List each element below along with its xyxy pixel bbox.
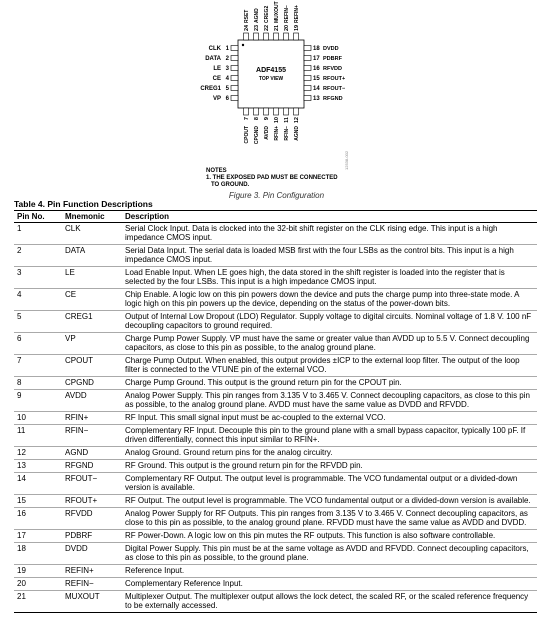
table-row bbox=[14, 289, 537, 311]
pin-pad bbox=[231, 76, 238, 81]
description-cell: Serial Clock Input. Data is clocked into the 32-bit shift register on the CLK rising edge. This input is a high impedance CMOS input. bbox=[122, 223, 537, 245]
pin-label: CPGND bbox=[254, 126, 260, 145]
pin-number-cell: 7 bbox=[14, 355, 62, 377]
pin-label: RFOUT− bbox=[323, 86, 346, 92]
mnemonic-cell: DVDD bbox=[62, 543, 122, 565]
pin-pad bbox=[244, 108, 249, 115]
header-mnemonic: Mnemonic bbox=[62, 211, 122, 223]
description-cell: Analog Ground. Ground return pins for the analog circuitry. bbox=[122, 447, 537, 460]
pin-number-cell: 9 bbox=[14, 390, 62, 412]
table-row bbox=[14, 390, 537, 412]
mnemonic-cell: LE bbox=[62, 267, 122, 289]
mnemonic-cell: PDBRF bbox=[62, 530, 122, 543]
pin-number: 15 bbox=[313, 76, 320, 82]
table-row bbox=[14, 311, 537, 333]
description-cell: Charge Pump Output. When enabled, this output provides ±ICP to the external loop filter. The output of the loop filter is connected to the VTUNE pin of the external VCO. bbox=[122, 355, 537, 377]
pin-label: RSET bbox=[244, 9, 250, 23]
pin-label: REFIN− bbox=[284, 5, 290, 23]
pin-function-table bbox=[14, 210, 537, 613]
pin-number-cell: 18 bbox=[14, 543, 62, 565]
pin-number-cell: 20 bbox=[14, 578, 62, 591]
table-row bbox=[14, 591, 537, 613]
pin-number-cell: 21 bbox=[14, 591, 62, 613]
pin-configuration-figure bbox=[0, 0, 553, 200]
description-cell: RF Output. The output level is programmable. The VCO fundamental output or a divided-down version is available. bbox=[122, 495, 537, 508]
pin-label: CREG1 bbox=[200, 86, 221, 92]
pin-label: REFIN+ bbox=[294, 5, 300, 23]
pin-number: 7 bbox=[244, 117, 250, 121]
pin-pad bbox=[294, 108, 299, 115]
pin-pad bbox=[284, 108, 289, 115]
pin-pad bbox=[231, 86, 238, 91]
pin-pad bbox=[264, 33, 269, 40]
pin-pad bbox=[264, 108, 269, 115]
pin-label: DATA bbox=[205, 56, 221, 62]
pin-label: CLK bbox=[208, 46, 221, 52]
pin-number-cell: 10 bbox=[14, 412, 62, 425]
description-cell: Analog Power Supply for RF Outputs. This pin ranges from 3.135 V to 3.465 V. Connect decoupling capacitors, as close to this pin as possible, to the analog ground plane. RFVDD must have the same value as AVDD and DVDD. bbox=[122, 508, 537, 530]
mnemonic-cell: CPGND bbox=[62, 377, 122, 390]
table-row bbox=[14, 245, 537, 267]
pin-number: 20 bbox=[284, 24, 290, 31]
mnemonic-cell: CREG1 bbox=[62, 311, 122, 333]
pin-number: 24 bbox=[244, 24, 250, 31]
description-cell: Charge Pump Power Supply. VP must have the same or greater value than AVDD up to 5.5 V. Connect decoupling capacitors, as close to this pin as possible, to the analog ground plane. bbox=[122, 333, 537, 355]
pin-number: 16 bbox=[313, 66, 320, 72]
header-description: Description bbox=[122, 211, 537, 223]
pin-number-cell: 16 bbox=[14, 508, 62, 530]
chip-name-label: ADF4155 bbox=[256, 67, 286, 74]
table-row bbox=[14, 530, 537, 543]
figure-caption: Figure 3. Pin Configuration bbox=[228, 191, 325, 200]
mnemonic-cell: RFGND bbox=[62, 460, 122, 473]
pin-number: 23 bbox=[254, 24, 260, 31]
pin-number-cell: 3 bbox=[14, 267, 62, 289]
mnemonic-cell: REFIN− bbox=[62, 578, 122, 591]
pin-pad bbox=[231, 56, 238, 61]
pin-pad bbox=[284, 33, 289, 40]
table-row bbox=[14, 543, 537, 565]
pin-label: CREG2 bbox=[264, 5, 270, 23]
pin-pad bbox=[231, 96, 238, 101]
pin-number: 12 bbox=[294, 117, 300, 124]
pin-number: 2 bbox=[225, 56, 229, 62]
description-cell: RF Power-Down. A logic low on this pin mutes the RF outputs. This function is also software controllable. bbox=[122, 530, 537, 543]
table-row bbox=[14, 578, 537, 591]
pin-number: 6 bbox=[225, 96, 229, 102]
mnemonic-cell: RFIN+ bbox=[62, 412, 122, 425]
pin-number-cell: 15 bbox=[14, 495, 62, 508]
figure-reference-number: 12538-002 bbox=[344, 150, 349, 170]
pin-number-cell: 6 bbox=[14, 333, 62, 355]
mnemonic-cell: RFIN− bbox=[62, 425, 122, 447]
pin-number: 3 bbox=[225, 66, 229, 72]
table-row bbox=[14, 460, 537, 473]
pin-number-cell: 11 bbox=[14, 425, 62, 447]
pin-label: DVDD bbox=[323, 46, 339, 52]
table-row bbox=[14, 495, 537, 508]
pin-pad bbox=[244, 33, 249, 40]
pin-pad bbox=[304, 86, 311, 91]
pin-number: 21 bbox=[274, 24, 280, 31]
description-cell: RF Ground. This output is the ground return pin for the RFVDD pin. bbox=[122, 460, 537, 473]
pin-label: AVDD bbox=[264, 126, 270, 140]
notes-title: NOTES bbox=[206, 168, 227, 174]
pin-pad bbox=[304, 66, 311, 71]
pin-label: MUXOUT bbox=[274, 1, 280, 23]
pin-pad bbox=[304, 46, 311, 51]
description-cell: Reference Input. bbox=[122, 565, 537, 578]
chip-view-label: TOP VIEW bbox=[258, 76, 284, 82]
table-title: Table 4. Pin Function Descriptions bbox=[14, 199, 153, 209]
pin-pad bbox=[304, 96, 311, 101]
pin-number-cell: 19 bbox=[14, 565, 62, 578]
description-cell: Digital Power Supply. This pin must be at the same voltage as AVDD and RFVDD. Connect decoupling capacitors, as close to this pin as possible, to the ground plane. bbox=[122, 543, 537, 565]
pin-number-cell: 17 bbox=[14, 530, 62, 543]
pin-number: 9 bbox=[264, 117, 270, 121]
pin-number: 13 bbox=[313, 96, 320, 102]
mnemonic-cell: CE bbox=[62, 289, 122, 311]
pin-pad bbox=[304, 56, 311, 61]
pin-number: 10 bbox=[274, 117, 280, 124]
table-row bbox=[14, 508, 537, 530]
table-row bbox=[14, 333, 537, 355]
description-cell: Chip Enable. A logic low on this pin powers down the device and puts the charge pump into three-state mode. A logic high on this pin powers up the device, depending on the status of the power-down bits. bbox=[122, 289, 537, 311]
pin-label: RFOUT+ bbox=[323, 76, 346, 82]
pin-number-cell: 8 bbox=[14, 377, 62, 390]
pin-number: 1 bbox=[225, 46, 229, 52]
figure-notes bbox=[206, 168, 338, 189]
pin-number-cell: 12 bbox=[14, 447, 62, 460]
table-row bbox=[14, 473, 537, 495]
description-cell: Complementary RF Input. Decouple this pin to the ground plane with a small bypass capacitor, typically 100 pF. If driven differentially, connect this input similar to RFIN+. bbox=[122, 425, 537, 447]
chip-body bbox=[238, 40, 304, 108]
mnemonic-cell: VP bbox=[62, 333, 122, 355]
table-row bbox=[14, 377, 537, 390]
mnemonic-cell: DATA bbox=[62, 245, 122, 267]
mnemonic-cell: RFVDD bbox=[62, 508, 122, 530]
notes-line-1: 1. THE EXPOSED PAD MUST BE CONNECTED bbox=[206, 175, 338, 181]
pin-label: AGND bbox=[294, 126, 300, 141]
pin-pad bbox=[294, 33, 299, 40]
notes-line-2: TO GROUND. bbox=[211, 182, 250, 188]
mnemonic-cell: RFOUT− bbox=[62, 473, 122, 495]
pin-pad bbox=[254, 33, 259, 40]
pin-pad bbox=[274, 33, 279, 40]
description-cell: Analog Power Supply. This pin ranges from 3.135 V to 3.465 V. Connect decoupling capacitors, as close to this pin as possible, to the analog ground plane. AVDD must have the same value as DVDD and RFVDD. bbox=[122, 390, 537, 412]
pin-label: RFIN− bbox=[284, 126, 290, 141]
pin-label: CPOUT bbox=[244, 126, 250, 144]
mnemonic-cell: AGND bbox=[62, 447, 122, 460]
pin1-marker-dot bbox=[242, 44, 244, 46]
pin-number: 14 bbox=[313, 86, 320, 92]
pin-diagram bbox=[0, 0, 553, 170]
pin-number: 19 bbox=[294, 24, 300, 31]
pin-label: CE bbox=[212, 76, 221, 82]
description-cell: Load Enable Input. When LE goes high, the data stored in the shift register is loaded into the register that is selected by the four LSBs. This input is a high impedance CMOS input. bbox=[122, 267, 537, 289]
table-header-row bbox=[14, 211, 537, 223]
pin-number: 18 bbox=[313, 46, 320, 52]
pin-pad bbox=[304, 76, 311, 81]
pin-pad bbox=[231, 66, 238, 71]
mnemonic-cell: AVDD bbox=[62, 390, 122, 412]
table-row bbox=[14, 223, 537, 245]
description-cell: Output of Internal Low Dropout (LDO) Regulator. Supply voltage to digital circuits. Nominal voltage of 1.8 V. 100 nF decoupling capacitors to ground required. bbox=[122, 311, 537, 333]
pin-number: 17 bbox=[313, 56, 320, 62]
description-cell: Serial Data Input. The serial data is loaded MSB first with the four LSBs as the control bits. This input is a high impedance CMOS input. bbox=[122, 245, 537, 267]
pin-number-cell: 14 bbox=[14, 473, 62, 495]
table-row bbox=[14, 565, 537, 578]
pin-label: LE bbox=[213, 66, 221, 72]
pin-number-cell: 4 bbox=[14, 289, 62, 311]
pin-number-cell: 5 bbox=[14, 311, 62, 333]
description-cell: RF Input. This small signal input must be ac-coupled to the external VCO. bbox=[122, 412, 537, 425]
description-cell: Complementary Reference Input. bbox=[122, 578, 537, 591]
pin-number-cell: 2 bbox=[14, 245, 62, 267]
pin-number-cell: 13 bbox=[14, 460, 62, 473]
pin-number: 22 bbox=[264, 24, 270, 31]
pin-pad bbox=[254, 108, 259, 115]
mnemonic-cell: CLK bbox=[62, 223, 122, 245]
pin-label: RFVDD bbox=[323, 66, 342, 72]
description-cell: Multiplexer Output. The multiplexer output allows the lock detect, the scaled RF, or the scaled reference frequency to be externally accessed. bbox=[122, 591, 537, 613]
table-row bbox=[14, 447, 537, 460]
pin-number: 8 bbox=[254, 117, 260, 121]
pin-number: 5 bbox=[225, 86, 229, 92]
pin-label: RFIN+ bbox=[274, 126, 280, 141]
pin-number-cell: 1 bbox=[14, 223, 62, 245]
pin-pad bbox=[231, 46, 238, 51]
pin-label: PDBRF bbox=[323, 56, 342, 62]
mnemonic-cell: MUXOUT bbox=[62, 591, 122, 613]
mnemonic-cell: CPOUT bbox=[62, 355, 122, 377]
pin-label: RFGND bbox=[323, 96, 343, 102]
table-row bbox=[14, 355, 537, 377]
mnemonic-cell: RFOUT+ bbox=[62, 495, 122, 508]
mnemonic-cell: REFIN+ bbox=[62, 565, 122, 578]
pin-number: 11 bbox=[284, 117, 290, 123]
table-row bbox=[14, 412, 537, 425]
pin-label: AGND bbox=[254, 8, 260, 23]
description-cell: Charge Pump Ground. This output is the ground return pin for the CPOUT pin. bbox=[122, 377, 537, 390]
pin-number: 4 bbox=[225, 76, 229, 82]
pin-pad bbox=[274, 108, 279, 115]
header-pin-no: Pin No. bbox=[14, 211, 62, 223]
table-row bbox=[14, 425, 537, 447]
pin-label: VP bbox=[212, 96, 221, 102]
table-row bbox=[14, 267, 537, 289]
description-cell: Complementary RF Output. The output level is programmable. The VCO fundamental output or a divided-down version is available. bbox=[122, 473, 537, 495]
